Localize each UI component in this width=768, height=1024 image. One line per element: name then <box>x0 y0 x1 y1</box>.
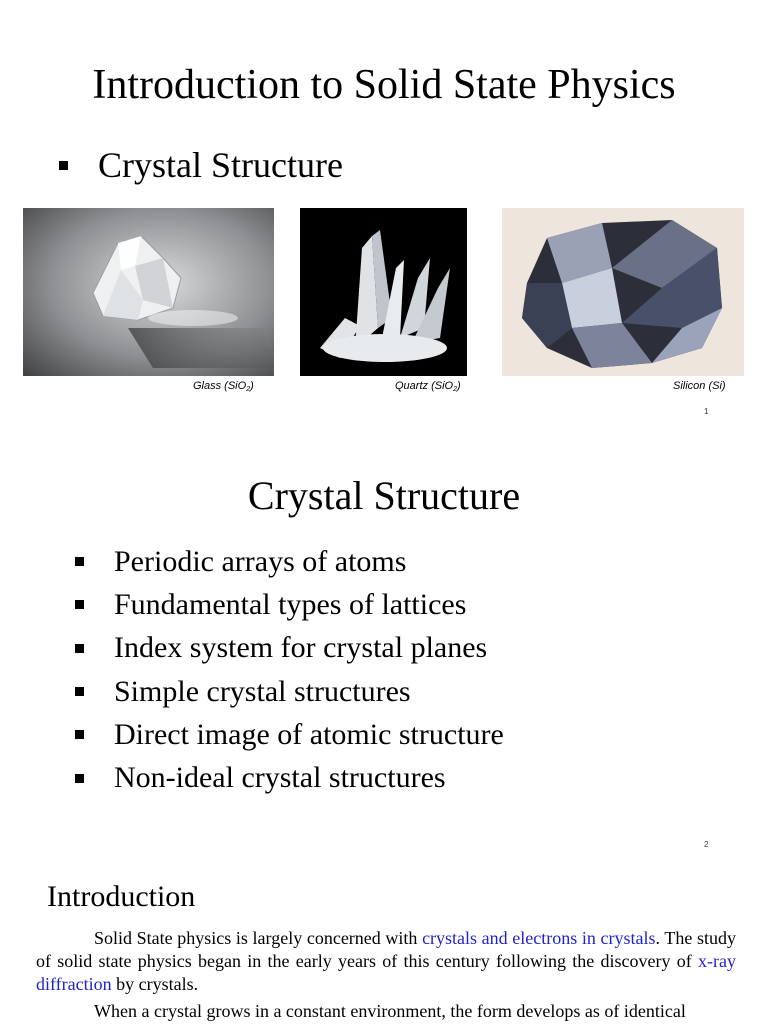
paragraph-1: Solid State physics is largely concerned with crystals and electrons in crystals. The study of solid state physics began in the early years of this century following the discovery of x-ray diffraction by crystals. <box>36 928 736 994</box>
bullet-square-icon <box>75 600 84 609</box>
silicon-image <box>502 208 744 376</box>
caption-quartz: Quartz (SiO$_2$) <box>395 380 461 393</box>
paragraph-2: When a crystal grows in a constant environment, the form develops as of identical <box>94 1001 686 1021</box>
slide1-title: Introduction to Solid State Physics <box>92 62 676 108</box>
glass-photo <box>23 208 274 376</box>
bullet-square-icon <box>59 161 68 170</box>
slide2-title: Crystal Structure <box>247 473 521 518</box>
slide2-bullet-list <box>75 540 504 800</box>
list-item: Index system for crystal planes <box>75 627 504 670</box>
page-number-1: 1 <box>704 407 709 416</box>
quartz-photo <box>300 208 467 376</box>
slide1-bullet-text: Crystal Structure <box>98 145 343 185</box>
quartz-image <box>300 208 467 376</box>
list-item: Periodic arrays of atoms <box>75 540 504 583</box>
page-number-2: 2 <box>704 840 709 849</box>
bullet-square-icon <box>75 644 84 653</box>
list-item: Simple crystal structures <box>75 670 504 713</box>
list-item: Direct image of atomic structure <box>75 713 504 756</box>
caption-glass: Glass (SiO$_2$) <box>193 380 254 393</box>
section-heading: Introduction <box>47 880 196 913</box>
list-item: Non-ideal crystal structures <box>75 756 504 799</box>
caption-silicon: Silicon (Si) <box>673 380 726 392</box>
bullet-square-icon <box>75 557 84 566</box>
bullet-square-icon <box>75 774 84 783</box>
slide1-bullet <box>59 145 343 185</box>
silicon-photo <box>502 208 744 376</box>
link-xray-diffraction[interactable]: x-ray diffraction <box>36 951 736 994</box>
glass-image <box>23 208 274 376</box>
bullet-square-icon <box>75 687 84 696</box>
link-crystals-electrons[interactable]: crystals and electrons in crystals <box>422 928 656 948</box>
bullet-square-icon <box>75 730 84 739</box>
list-item: Fundamental types of lattices <box>75 583 504 626</box>
